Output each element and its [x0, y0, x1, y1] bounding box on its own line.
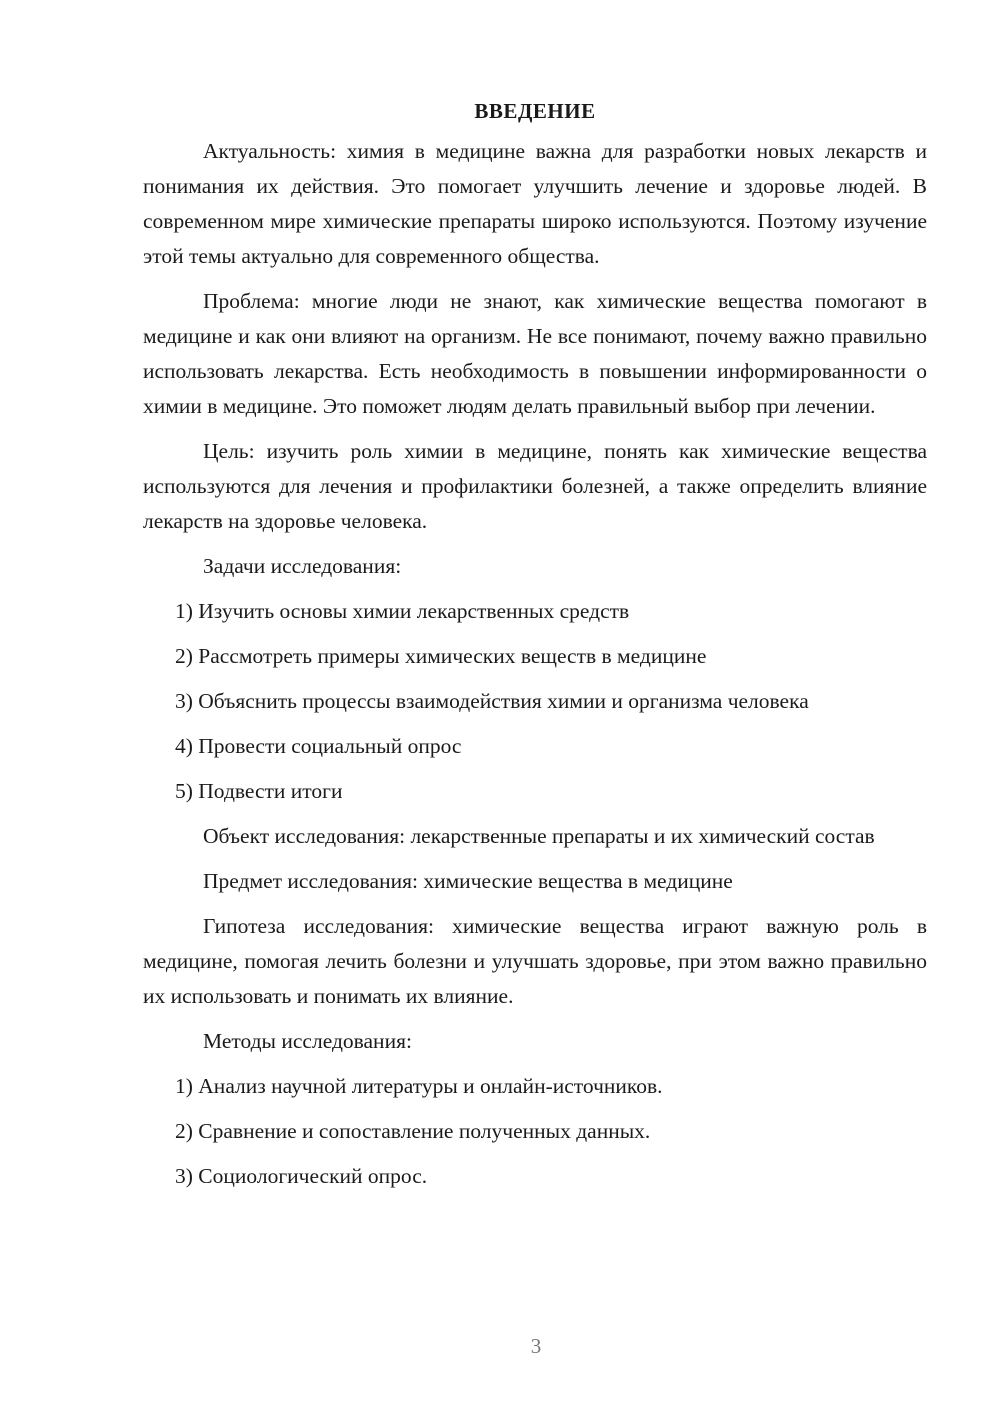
subject-paragraph: Предмет исследования: химические вещества в медицине: [203, 869, 733, 893]
page-content: [143, 96, 927, 1204]
list-item: 1) Изучить основы химии лекарственных средств: [175, 599, 630, 623]
page-number: 3: [530, 1334, 542, 1358]
section-title: ВВЕДЕНИЕ: [474, 99, 596, 123]
problem-paragraph: Проблема: многие люди не знают, как химические вещества помогают в медицине и как они влияют на организм. Не все понимают, почему важно правильно использовать лекарства. Есть необходимость в повышении информированности о химии в медицине. Это поможет людям делать правильный выбор при лечении.: [143, 289, 927, 418]
tasks-heading: Задачи исследования:: [203, 554, 402, 578]
goal-paragraph: Цель: изучить роль химии в медицине, понять как химические вещества используются для лечения и профилактики болезней, а также определить влияние лекарств на здоровье человека.: [143, 439, 927, 533]
tasks-list: [143, 594, 927, 809]
list-item: 1) Анализ научной литературы и онлайн-источников.: [175, 1074, 663, 1098]
list-item: 5) Подвести итоги: [175, 779, 343, 803]
methods-list: [143, 1069, 927, 1194]
methods-heading: Методы исследования:: [203, 1029, 412, 1053]
hypothesis-paragraph: Гипотеза исследования: химические вещества играют важную роль в медицине, помогая лечить болезни и улучшать здоровье, при этом важно правильно их использовать и понимать их влияние.: [143, 914, 927, 1008]
object-paragraph: Объект исследования: лекарственные препараты и их химический состав: [203, 824, 875, 848]
list-item: 4) Провести социальный опрос: [175, 734, 462, 758]
relevance-paragraph: Актуальность: химия в медицине важна для разработки новых лекарств и понимания их действия. Это помогает улучшить лечение и здоровье людей. В современном мире химические препараты широко используются. Поэтому изучение этой темы актуально для современного общества.: [143, 139, 927, 268]
list-item: 2) Сравнение и сопоставление полученных данных.: [175, 1119, 651, 1143]
list-item: 2) Рассмотреть примеры химических веществ в медицине: [175, 644, 707, 668]
list-item: 3) Объяснить процессы взаимодействия химии и организма человека: [175, 689, 809, 713]
list-item: 3) Социологический опрос.: [175, 1164, 428, 1188]
